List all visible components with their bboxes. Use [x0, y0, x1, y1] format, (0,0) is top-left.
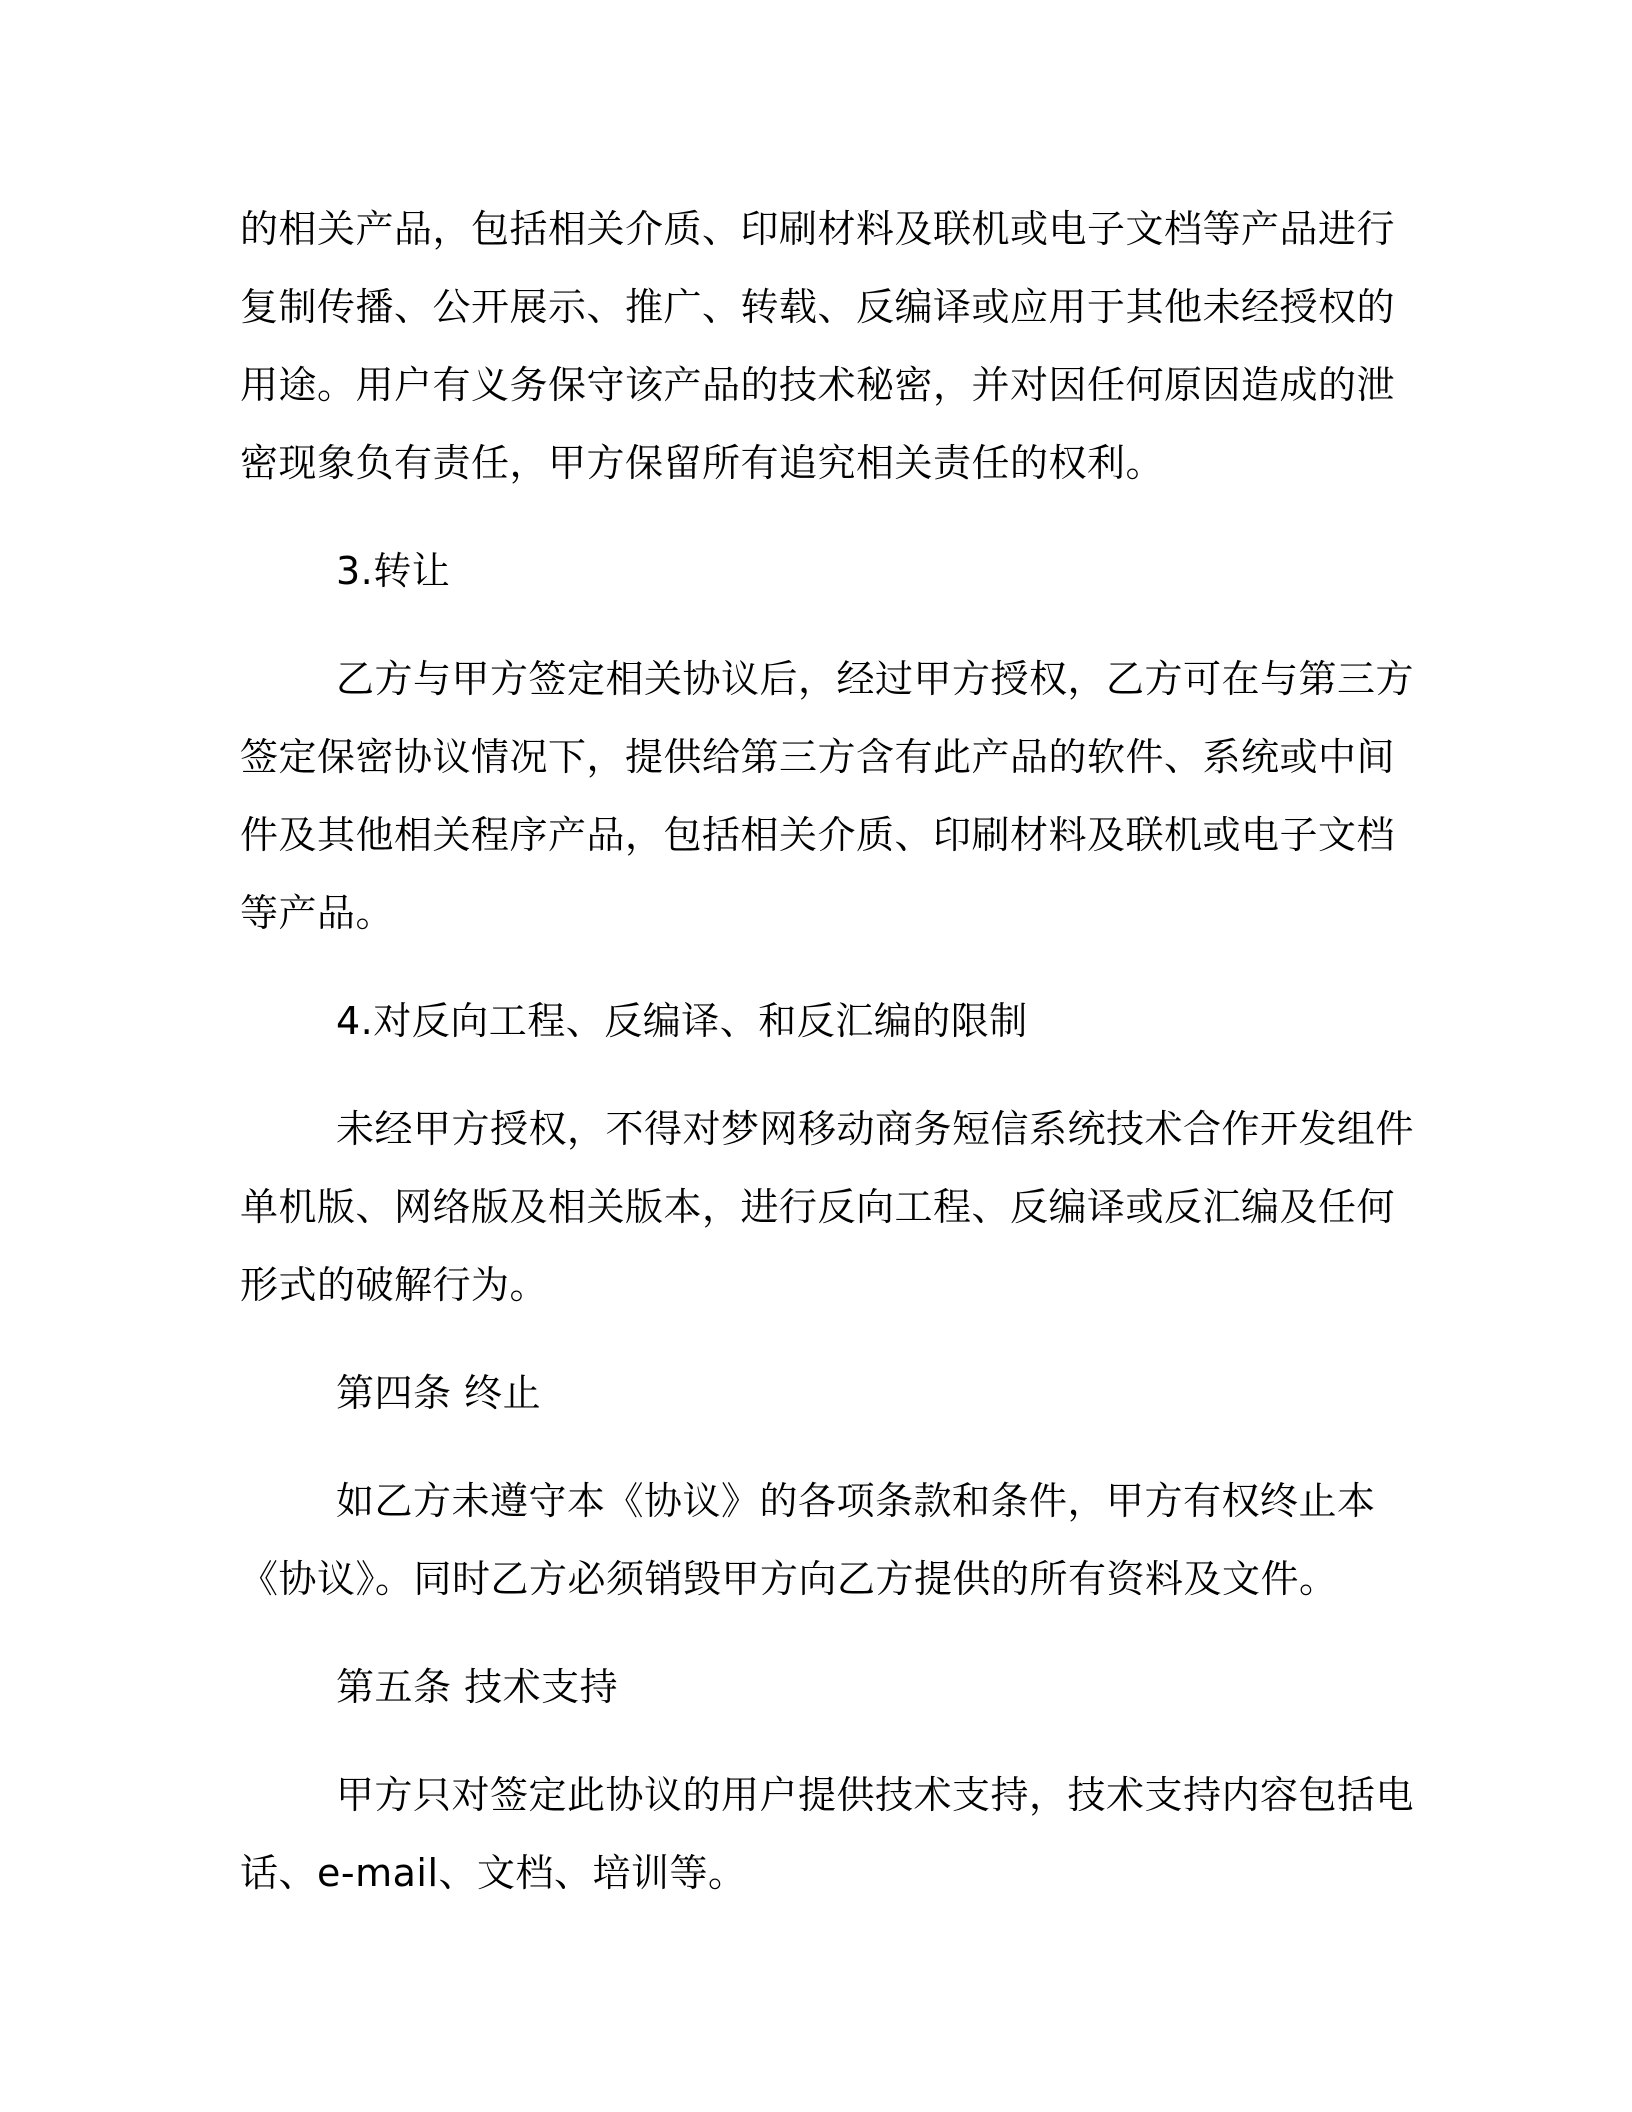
document-body — [240, 190, 1415, 1912]
text-line: 件及其他相关程序产品，包括相关介质、印刷材料及联机或电子文档 — [240, 813, 1396, 857]
paragraph-confidentiality — [240, 190, 1396, 502]
text-line: 乙方与甲方签定相关协议后，经过甲方授权，乙方可在与第三方 — [336, 657, 1415, 701]
text-line: 如乙方未遵守本《协议》的各项条款和条件，甲方有权终止本 — [336, 1479, 1376, 1523]
text-line: 签定保密协议情况下，提供给第三方含有此产品的软件、系统或中间 — [240, 735, 1396, 779]
paragraph-reverse-engineering — [240, 1090, 1415, 1324]
text-line: 甲方只对签定此协议的用户提供技术支持，技术支持内容包括电 — [336, 1773, 1415, 1817]
section-heading-transfer: 3.转让 — [336, 549, 451, 593]
text-line: 复制传播、公开展示、推广、转载、反编译或应用于其他未经授权的 — [240, 285, 1396, 329]
text-line: 等产品。 — [240, 891, 395, 935]
text-line: 的相关产品，包括相关介质、印刷材料及联机或电子文档等产品进行 — [240, 207, 1396, 251]
text-line: 《协议》。同时乙方必须销毁甲方向乙方提供的所有资料及文件。 — [240, 1557, 1338, 1601]
text-line: 用途。用户有义务保守该产品的技术秘密，并对因任何原因造成的泄 — [240, 363, 1396, 407]
paragraph-transfer — [240, 640, 1415, 952]
text-line: 未经甲方授权，不得对梦网移动商务短信系统技术合作开发组件 — [336, 1107, 1415, 1151]
text-line: 密现象负有责任，甲方保留所有追究相关责任的权利。 — [240, 441, 1165, 485]
text-line: 单机版、网络版及相关版本，进行反向工程、反编译或反汇编及任何 — [240, 1185, 1396, 1229]
paragraph-technical-support — [240, 1756, 1415, 1912]
section-heading-termination: 第四条 终止 — [336, 1371, 542, 1415]
paragraph-termination — [240, 1462, 1390, 1618]
section-heading-reverse-engineering: 4.对反向工程、反编译、和反汇编的限制 — [336, 999, 1028, 1043]
text-line: 形式的破解行为。 — [240, 1263, 549, 1307]
text-line: 话、e-mail、文档、培训等。 — [240, 1851, 747, 1895]
section-heading-technical-support: 第五条 技术支持 — [336, 1665, 619, 1709]
